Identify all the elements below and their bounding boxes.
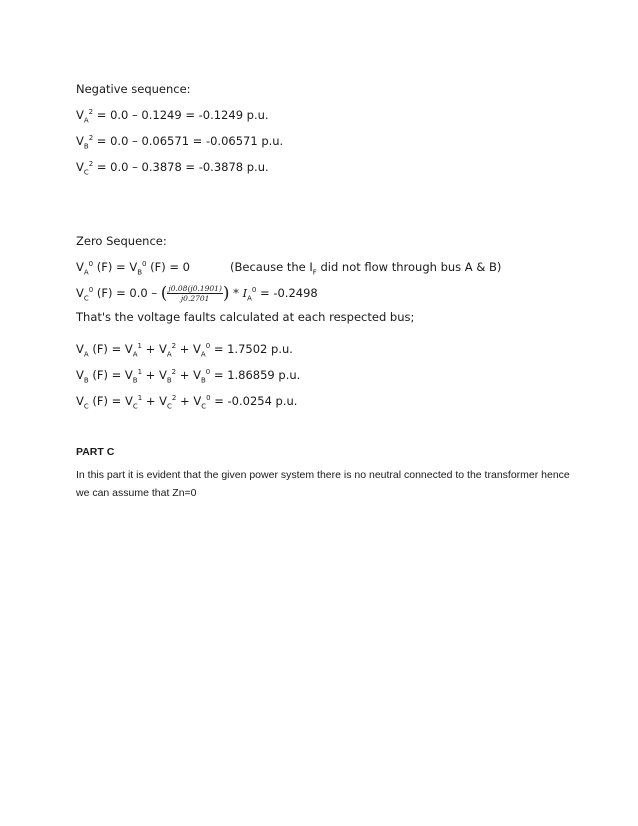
zero-va-vb-line: $V_A^0$ $(F) = V_B^0$ (F) = 0 — [76, 260, 190, 277]
zero-note: (Because the $I_F$ did not flow through bus A & B) — [230, 260, 502, 277]
total-va-line: $V_A$ $(F) = V_A^1 + V_A^2 + V_A^0 = 1.7502$ p.u. — [76, 342, 293, 359]
negative-sequence-heading: Negative sequence: — [76, 82, 191, 96]
total-vb-line: $V_B$ $(F) = V_B^1 + V_B^2 + V_B^0 = 1.86859$ p.u. — [76, 368, 301, 385]
fraction: $\frac{j0.08(j0.1901)}{j0.2701}$ — [168, 284, 222, 303]
part-c-paragraph: In this part it is evident that the given power system there is no neutral connected to the transformer hence we can assume that Zn=0 — [76, 469, 570, 499]
negative-vb-line: $V_B^2 = 0.0 - 0.06571 = -0.06571$ p.u. — [76, 134, 284, 151]
summary-text: That's the voltage faults calculated at each respected bus; — [76, 310, 415, 324]
negative-va-line: $V_A^2 = 0.0 - 0.1249 = -0.1249$ p.u. — [76, 108, 269, 125]
part-c-heading: PART C — [76, 446, 115, 458]
total-vc-line: $V_C$ $(F) = V_C^1 + V_C^2 + V_C^0 = -0.0254$ p.u. — [76, 394, 298, 411]
zero-vc-equation: $V_C^0$ (F) = 0.0 – ( $\frac{j0.08(j0.1901)}{j0.2701}$ ) * $I_A^0 = -0.2498$ — [76, 283, 318, 304]
negative-vc-line: $V_C^2 = 0.0 - 0.3878 = -0.3878$ p.u. — [76, 160, 269, 177]
zero-sequence-heading: Zero Sequence: — [76, 234, 167, 248]
